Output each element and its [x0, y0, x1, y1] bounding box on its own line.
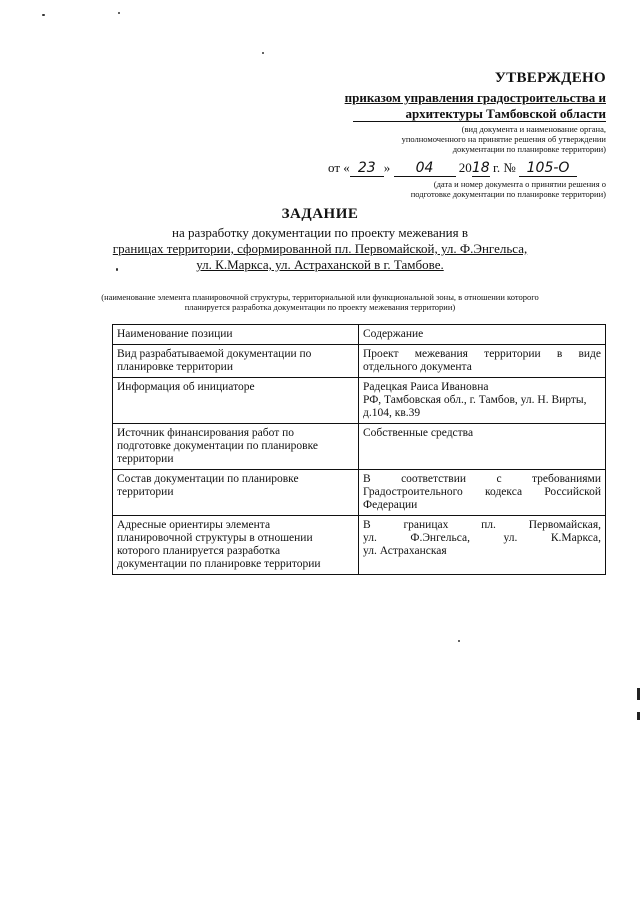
cell-line: Радецкая Раиса Ивановна — [363, 381, 489, 393]
cell-line: В границах пл. Первомайская, — [363, 519, 601, 531]
approval-title: УТВЕРЖДЕНО — [494, 70, 606, 86]
task-table — [112, 324, 606, 575]
cell-line: Вид разрабатываемой документации по — [117, 348, 312, 360]
scan-speck — [42, 14, 45, 16]
cell-line: документации по планировке территории — [117, 558, 321, 570]
table-header-row — [113, 325, 606, 345]
cell-line: Источник финансирования работ по — [117, 427, 295, 439]
cell-line: ул. Астраханская — [363, 545, 447, 557]
approval-line-1: приказом управления градостроительства и — [344, 90, 606, 105]
scan-speck — [118, 12, 120, 14]
date-line — [328, 160, 577, 177]
table-cell-name — [113, 378, 359, 424]
cell-line: Адресные ориентиры элемента — [117, 519, 271, 531]
cell-line: Собственные средства — [363, 427, 474, 439]
task-note — [0, 292, 640, 312]
task-subtitle-3: ул. К.Маркса, ул. Астраханской в г. Тамбове. — [196, 257, 444, 272]
date-year-prefix: 20 — [458, 160, 472, 175]
date-year-suffix: 18 — [471, 160, 490, 176]
date-note — [411, 179, 606, 199]
cell-line: ул. Ф.Энгельса, ул. К.Маркса, — [363, 532, 601, 544]
cell-line: В соответствии с требованиями — [363, 473, 601, 485]
approval-line-2 — [353, 106, 606, 122]
table-cell-value — [359, 470, 606, 516]
approval-note-line: документации по планировке территории) — [452, 144, 606, 154]
cell-line: отдельного документа — [363, 361, 472, 373]
task-title: ЗАДАНИЕ — [281, 206, 359, 222]
cell-line: Информация об инициаторе — [117, 381, 255, 393]
approval-note-line: (вид документа и наименование органа, — [461, 124, 606, 134]
cell-line: территории — [117, 453, 174, 465]
table-cell-value — [359, 345, 606, 378]
table-cell-name — [113, 470, 359, 516]
document-number-label: г. № — [493, 160, 516, 175]
cell-line: Проект межевания территории в виде — [363, 348, 601, 360]
cell-line: территории — [117, 486, 174, 498]
table-row — [113, 345, 606, 378]
cell-line: Градостроительного кодекса Российской — [363, 486, 601, 498]
approval-line-2-text: архитектуры Тамбовской области — [353, 106, 606, 122]
date-prefix: от « — [328, 160, 350, 175]
cell-line: Федерации — [363, 499, 418, 511]
table-cell-value — [359, 516, 606, 575]
approval-note — [402, 124, 606, 154]
cell-line: д.104, кв.39 — [363, 407, 421, 419]
task-note-line: планируется разработка документации по проекту межевания территории) — [184, 302, 456, 312]
cell-line: Состав документации по планировке — [117, 473, 299, 485]
date-note-line: подготовке документации по планировке территории) — [410, 189, 606, 199]
scan-speck — [262, 52, 264, 54]
date-separator: » — [383, 160, 391, 175]
cell-line: которого планируется разработка — [117, 545, 281, 557]
scan-speck — [458, 640, 460, 642]
table-row — [113, 378, 606, 424]
date-note-line: (дата и номер документа о принятии решения о — [433, 179, 606, 189]
cell-line: РФ, Тамбовская обл., г. Тамбов, ул. Н. Вирты, — [363, 394, 587, 406]
table-cell-name — [113, 424, 359, 470]
cell-line: планировке территории — [117, 361, 233, 373]
document-number: 105-О — [519, 160, 577, 177]
date-day: 23 — [350, 160, 384, 177]
table-row — [113, 516, 606, 575]
table-cell-name — [113, 345, 359, 378]
cell-line: планировочной структуры в отношении — [117, 532, 313, 544]
table-row — [113, 424, 606, 470]
table-row — [113, 470, 606, 516]
approval-note-line: уполномоченного на принятие решения об утверждении — [401, 134, 606, 144]
cell-line: подготовке документации по планировке — [117, 440, 318, 452]
date-month: 04 — [394, 160, 456, 177]
table-header-cell: Наименование позиции — [113, 325, 359, 345]
task-subtitle-2: границах территории, сформированной пл. Первомайской, ул. Ф.Энгельса, — [112, 241, 528, 256]
table-cell-name — [113, 516, 359, 575]
table-cell-value — [359, 424, 606, 470]
table-cell-value — [359, 378, 606, 424]
table-header-cell: Содержание — [359, 325, 606, 345]
task-note-line: (наименование элемента планировочной структуры, территориальной или функциональной зоны, в отношении которого — [101, 292, 539, 302]
task-subtitle-1: на разработку документации по проекту межевания в — [171, 225, 468, 240]
